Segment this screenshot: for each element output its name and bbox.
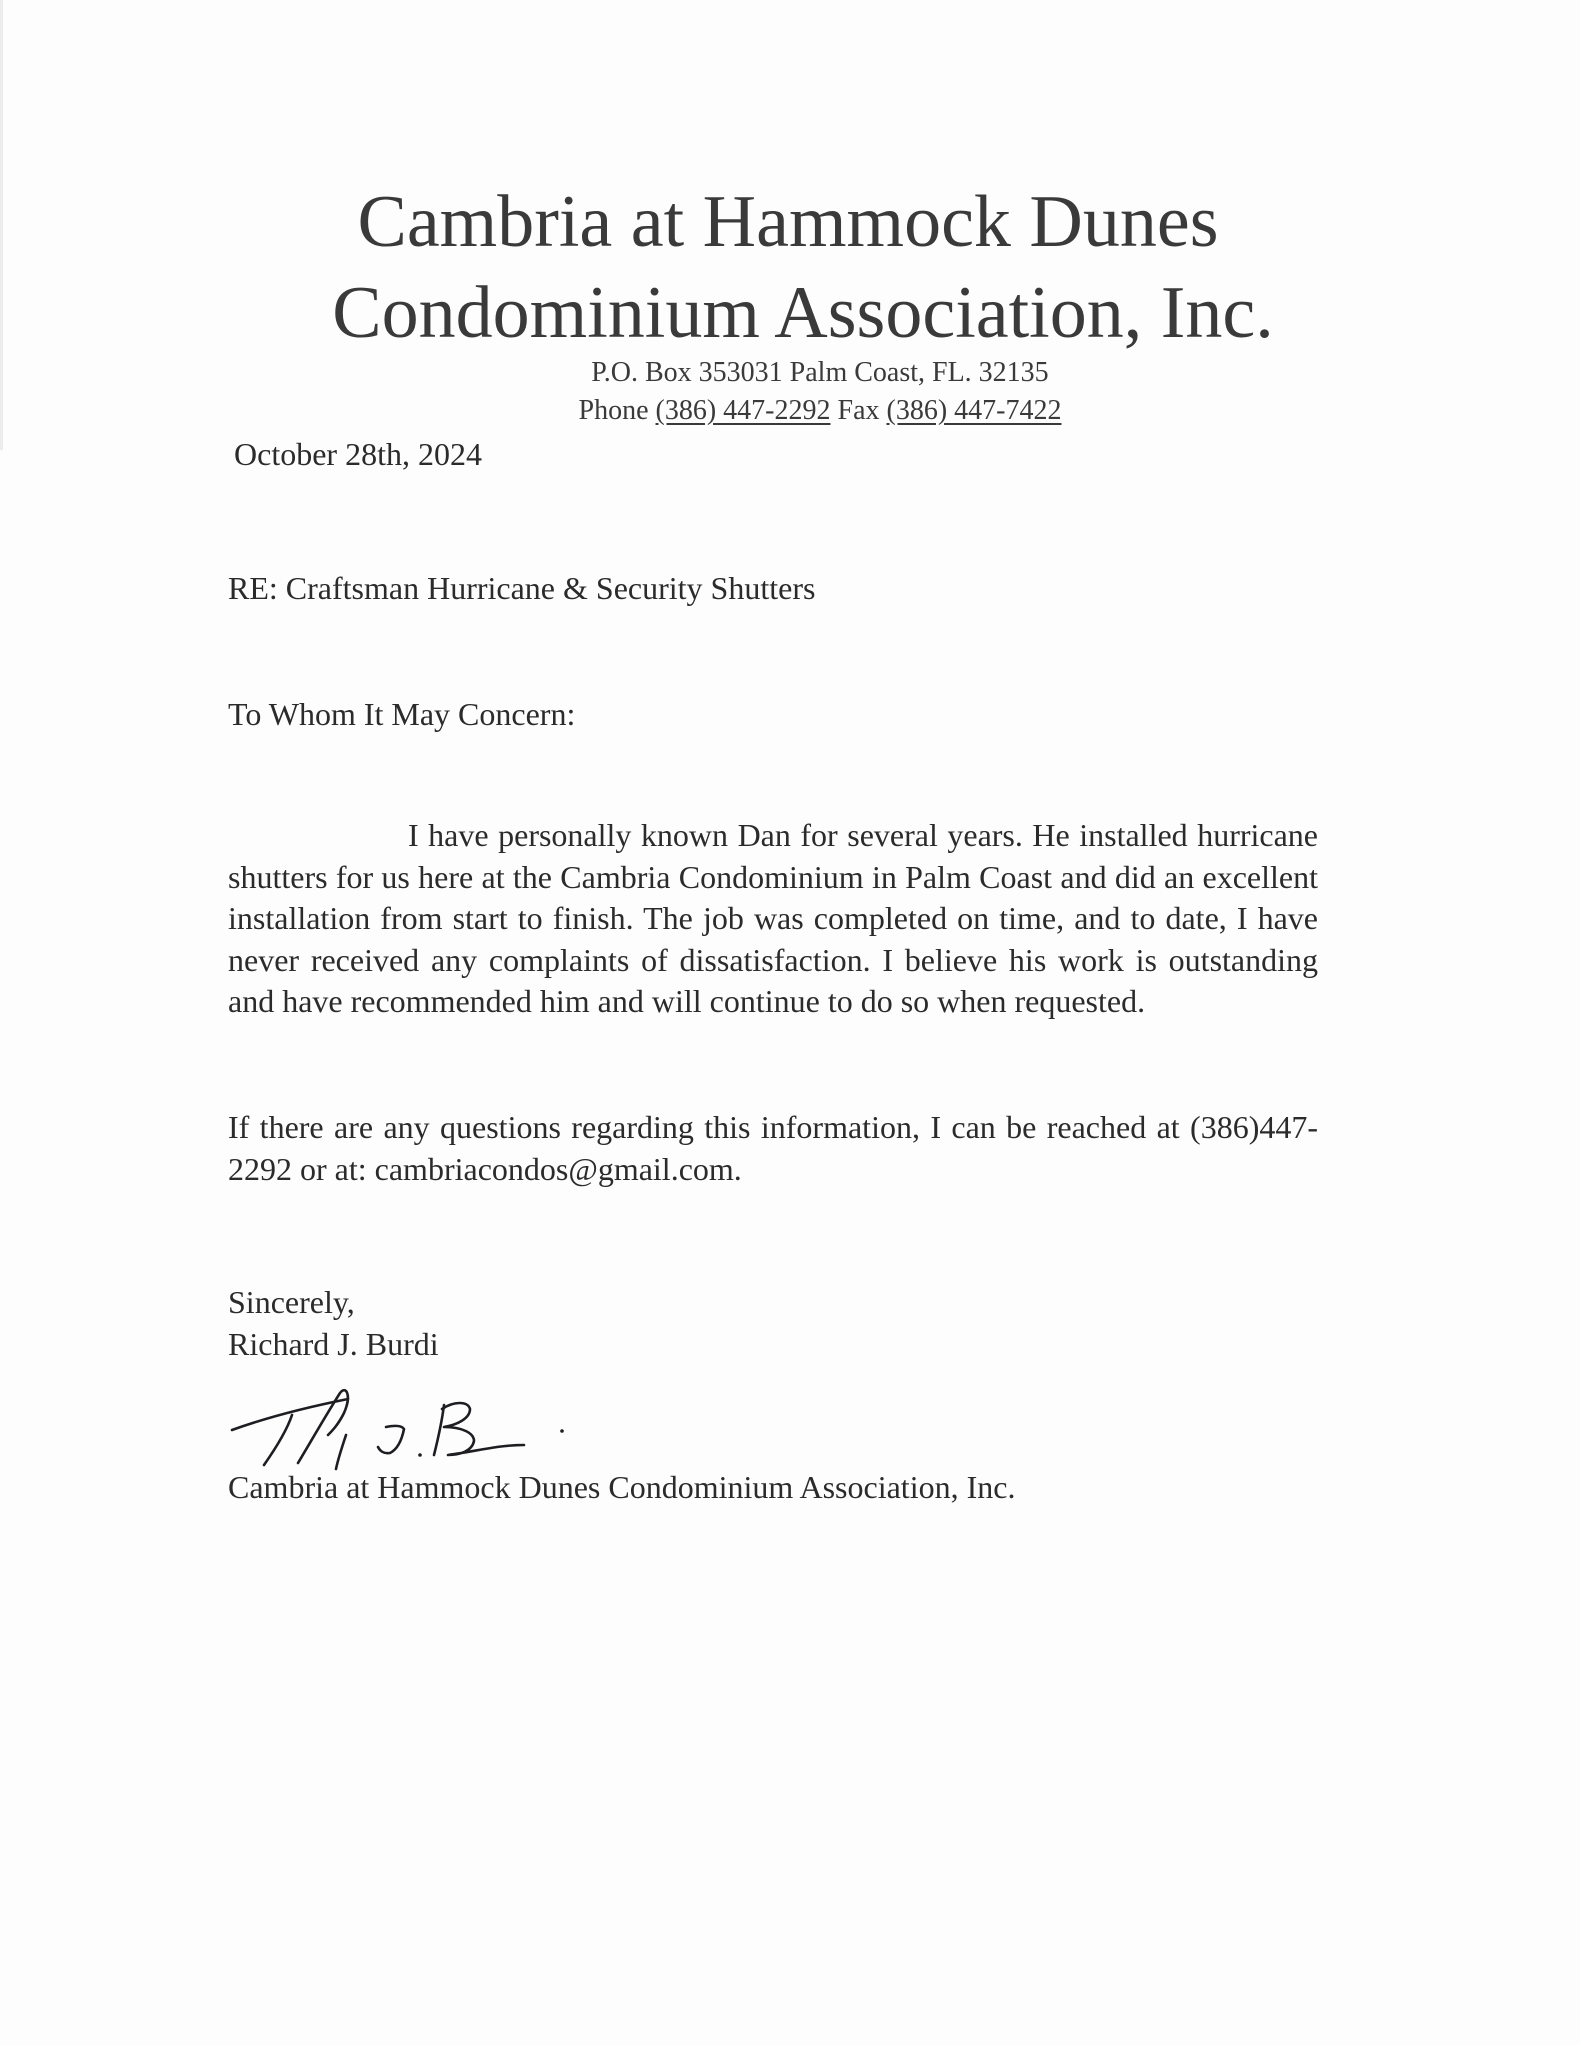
fax-number: (386) 447-7422 xyxy=(886,395,1062,426)
letter-date: October 28th, 2024 xyxy=(234,436,482,472)
letter-closing: Sincerely, xyxy=(228,1284,355,1320)
letter-subject: RE: Craftsman Hurricane & Security Shutters xyxy=(228,570,816,606)
letterhead-contact xyxy=(30,397,1580,425)
signer-organization: Cambria at Hammock Dunes Condominium Association, Inc. xyxy=(228,1469,1016,1505)
letterhead-name-line1: Cambria at Hammock Dunes xyxy=(357,181,1219,263)
letter-salutation: To Whom It May Concern: xyxy=(228,696,576,732)
handwritten-signature xyxy=(228,1365,628,1475)
letterhead-name-line2: Condominium Association, Inc. xyxy=(332,272,1274,354)
signer-name: Richard J. Burdi xyxy=(228,1326,439,1362)
phone-number: (386) 447-2292 xyxy=(655,395,831,426)
body-paragraph-2: If there are any questions regarding this information, I can be reached at (386)447-2292 or at: cambriacondos@gmail.com. xyxy=(228,1109,1318,1187)
letterhead-address: P.O. Box 353031 Palm Coast, FL. 32135 xyxy=(591,357,1049,388)
body-paragraph-1: I have personally known Dan for several years. He installed hurricane shutters for us here at the Cambria Condominium in Palm Coast and did an excellent installation from start to finish. The job was completed on time, and to date, I have never received any complaints of dissatisfaction. I believe his work is outstanding and have recommended him and will continue to do so when requested. xyxy=(228,817,1318,1019)
phone-label: Phone xyxy=(578,395,649,426)
fax-label: Fax xyxy=(837,395,880,426)
